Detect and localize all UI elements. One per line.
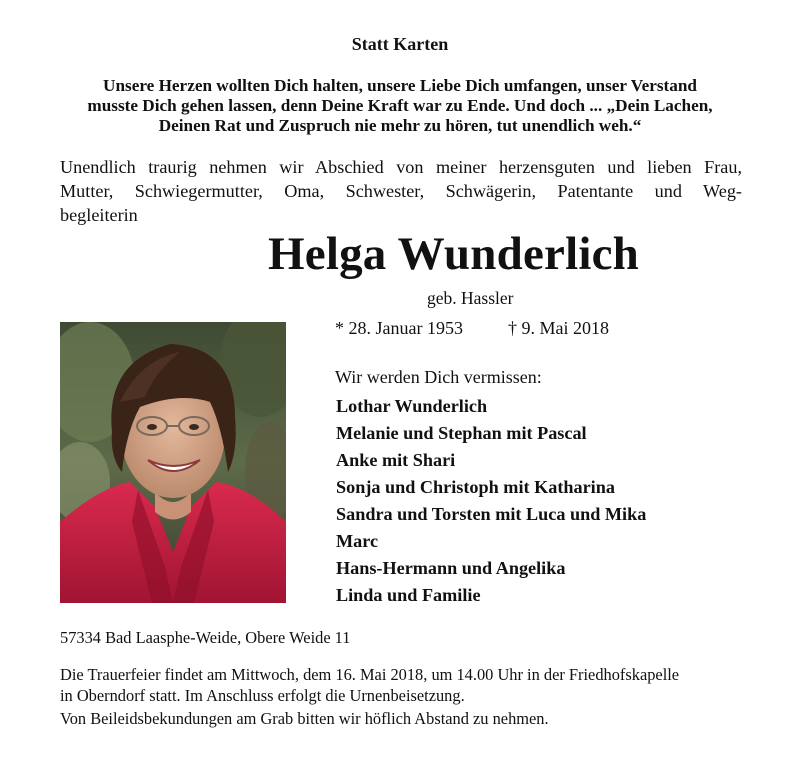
mourners-intro: Wir werden Dich vermissen: — [335, 367, 542, 387]
address: 57334 Bad Laasphe-Weide, Obere Weide 11 — [60, 628, 351, 647]
ceremony-info — [60, 664, 750, 706]
notice-header: Statt Karten — [351, 34, 449, 54]
mourner-name: Lothar Wunderlich — [336, 396, 488, 416]
ceremony-line: Die Trauerfeier findet am Mittwoch, dem 16. Mai 2018, um 14.00 Uhr in der Friedhofskapelle — [60, 665, 680, 684]
memorial-quote — [40, 76, 760, 136]
condolence-note: Von Beileidsbekundungen am Grab bitten wir höflich Abstand zu nehmen. — [60, 709, 549, 728]
mourner-name: Anke mit Shari — [336, 450, 456, 470]
quote-line: Deinen Rat und Zuspruch nie mehr zu hören, tut unendlich weh.“ — [158, 116, 642, 135]
portrait-photo — [60, 322, 286, 603]
death-date: † 9. Mai 2018 — [508, 318, 609, 338]
mourner-name: Hans-Hermann und Angelika — [336, 558, 566, 578]
deceased-name: Helga Wunderlich — [268, 228, 639, 280]
quote-line: musste Dich gehen lassen, denn Deine Kraft war zu Ende. Und doch ... „Dein Lachen, — [87, 96, 713, 115]
farewell-line: Mutter, Schwiegermutter, Oma, Schwester, Schwägerin, Patentante und Weg- — [60, 181, 742, 201]
farewell-line: Unendlich traurig nehmen wir Abschied von meiner herzensguten und lieben Frau, — [60, 157, 742, 177]
ceremony-line: in Oberndorf statt. Im Anschluss erfolgt die Urnenbeisetzung. — [60, 686, 465, 705]
quote-line: Unsere Herzen wollten Dich halten, unsere Liebe Dich umfangen, unser Verstand — [103, 76, 697, 95]
mourners-list — [336, 393, 646, 609]
mourner-name: Marc — [336, 531, 379, 551]
mourner-name: Linda und Familie — [336, 585, 481, 605]
maiden-name: geb. Hassler — [427, 288, 514, 308]
mourner-name: Sandra und Torsten mit Luca und Mika — [336, 504, 647, 524]
birth-date: * 28. Januar 1953 — [335, 318, 463, 338]
mourner-name: Melanie und Stephan mit Pascal — [336, 423, 587, 443]
mourner-name: Sonja und Christoph mit Katharina — [336, 477, 615, 497]
farewell-line: begleiterin — [60, 205, 138, 225]
farewell-text — [60, 155, 742, 227]
